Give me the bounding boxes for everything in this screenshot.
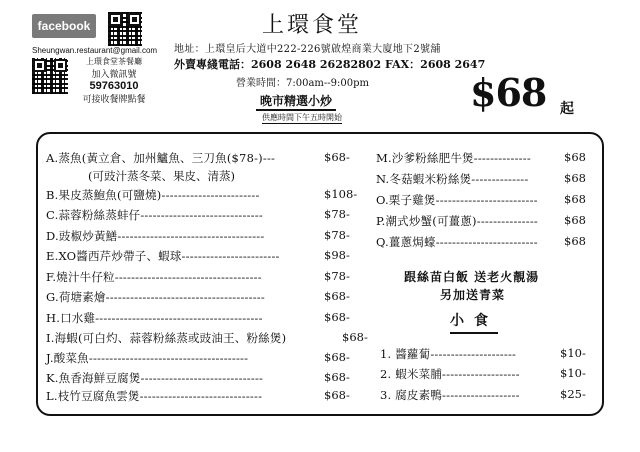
menu-item-price: $10- bbox=[560, 366, 586, 380]
menu-item-price: $98- bbox=[324, 248, 350, 262]
wechat-label-add: 加入微訊號 bbox=[91, 70, 137, 80]
menu-item-label: M.沙爹粉絲肥牛煲-------------- bbox=[376, 151, 531, 165]
facebook-qr-code-icon bbox=[108, 12, 142, 46]
menu-item-price: $68- bbox=[324, 350, 350, 364]
menu-item-label: J.酸菜魚--------------------------------------- bbox=[46, 351, 249, 365]
menu-item-label: E.XO醬西芹炒帶子、蝦球------------------------ bbox=[46, 249, 280, 263]
night-menu-subtitle: 供應時間下午五時開始 bbox=[262, 113, 342, 122]
menu-item-price: $68 bbox=[564, 150, 586, 164]
special-offer-line2: 另加送青菜 bbox=[440, 288, 506, 302]
menu-item-label: 3. 腐皮素鴨------------------- bbox=[380, 388, 520, 402]
wechat-note: 可接收餐牌點餐 bbox=[82, 95, 146, 105]
menu-item-price: $108- bbox=[324, 187, 358, 201]
wechat-label-top: 上環食堂茶餐廳 bbox=[86, 57, 142, 66]
menu-item-label: D.豉椒炒黃鱔------------------------------------ bbox=[46, 229, 265, 243]
menu-item-price: $68- bbox=[324, 388, 350, 402]
menu-item-price: $68 bbox=[564, 213, 586, 227]
starting-price-suffix: 起 bbox=[560, 101, 574, 117]
menu-item-label: O.栗子雞煲------------------------- bbox=[376, 193, 538, 207]
menu-item-label: I.海蝦(可白灼、蒜蓉粉絲蒸或豉油王、粉絲煲) bbox=[46, 331, 287, 345]
menu-item-price: $68- bbox=[342, 330, 368, 344]
menu-item-label: K.魚香海鮮豆腐煲------------------------------ bbox=[46, 371, 264, 385]
wechat-qr-code-icon bbox=[32, 58, 68, 94]
restaurant-title: 上環食堂 bbox=[262, 13, 363, 38]
menu-item-note: (可豉汁蒸冬菜、果皮、清蒸) bbox=[88, 169, 235, 183]
menu-item-label: A.蒸魚(黃立倉、加州鱸魚、三刀魚($78-)--- bbox=[46, 151, 276, 165]
menu-item-price: $68- bbox=[324, 310, 350, 324]
wechat-info bbox=[74, 56, 154, 105]
menu-item-price: $78- bbox=[324, 207, 350, 221]
night-menu-title: 晚市精選小炒 bbox=[256, 92, 336, 111]
menu-item-label: G.荷塘素燴--------------------------------------- bbox=[46, 290, 265, 304]
menu-item-label: Q.薑蔥焗蠔------------------------- bbox=[376, 235, 538, 249]
address-text: 地址：上環皇后大道中222-226號啟煌商業大廈地下2號舖 bbox=[174, 44, 441, 55]
email-text: Sheungwan.restaurant@gmail.com bbox=[32, 46, 158, 55]
snacks-title: 小食 bbox=[450, 310, 498, 334]
menu-item-price: $68- bbox=[324, 370, 350, 384]
menu-item-price: $68 bbox=[564, 171, 586, 185]
menu-item-price: $68- bbox=[324, 150, 350, 164]
hours-text: 營業時間：7:00am--9:00pm bbox=[236, 78, 369, 89]
menu-item-price: $78- bbox=[324, 228, 350, 242]
menu-item-price: $25- bbox=[560, 387, 586, 401]
menu-item-label: L.枝竹豆腐魚雲煲------------------------------ bbox=[46, 389, 263, 403]
menu-item-price: $78- bbox=[324, 269, 350, 283]
menu-item-price: $10- bbox=[560, 346, 586, 360]
menu-item-price: $68 bbox=[564, 192, 586, 206]
menu-item-label: 2. 蝦米菜脯------------------- bbox=[380, 367, 520, 381]
menu-item-label: B.果皮蒸鮑魚(可鹽燒)------------------------ bbox=[46, 188, 260, 202]
menu-item-label: 1. 醬蘿蔔--------------------- bbox=[380, 347, 517, 361]
menu-item-label: N.冬菇蝦米粉絲煲-------------- bbox=[376, 172, 529, 186]
menu-item-label: P.潮式炒蟹(可薑蔥)--------------- bbox=[376, 214, 539, 228]
starting-price: $68 bbox=[470, 70, 547, 115]
menu-item-price: $68 bbox=[564, 234, 586, 248]
menu-item-price: $68- bbox=[324, 289, 350, 303]
special-offer-line1: 跟絲苗白飯 送老火靚湯 bbox=[404, 270, 540, 284]
phone-text: 外賣專綫電話：2608 2648 26282802 FAX：2608 2647 bbox=[174, 58, 486, 71]
wechat-number: 59763010 bbox=[89, 80, 139, 92]
menu-item-label: H.口水雞----------------------------------------- bbox=[46, 311, 263, 325]
menu-item-label: F.燒汁牛仔粒------------------------------------ bbox=[46, 270, 262, 284]
menu-item-label: C.蒜蓉粉絲蒸蚌仔------------------------------ bbox=[46, 208, 263, 222]
facebook-badge: facebook bbox=[32, 14, 96, 38]
